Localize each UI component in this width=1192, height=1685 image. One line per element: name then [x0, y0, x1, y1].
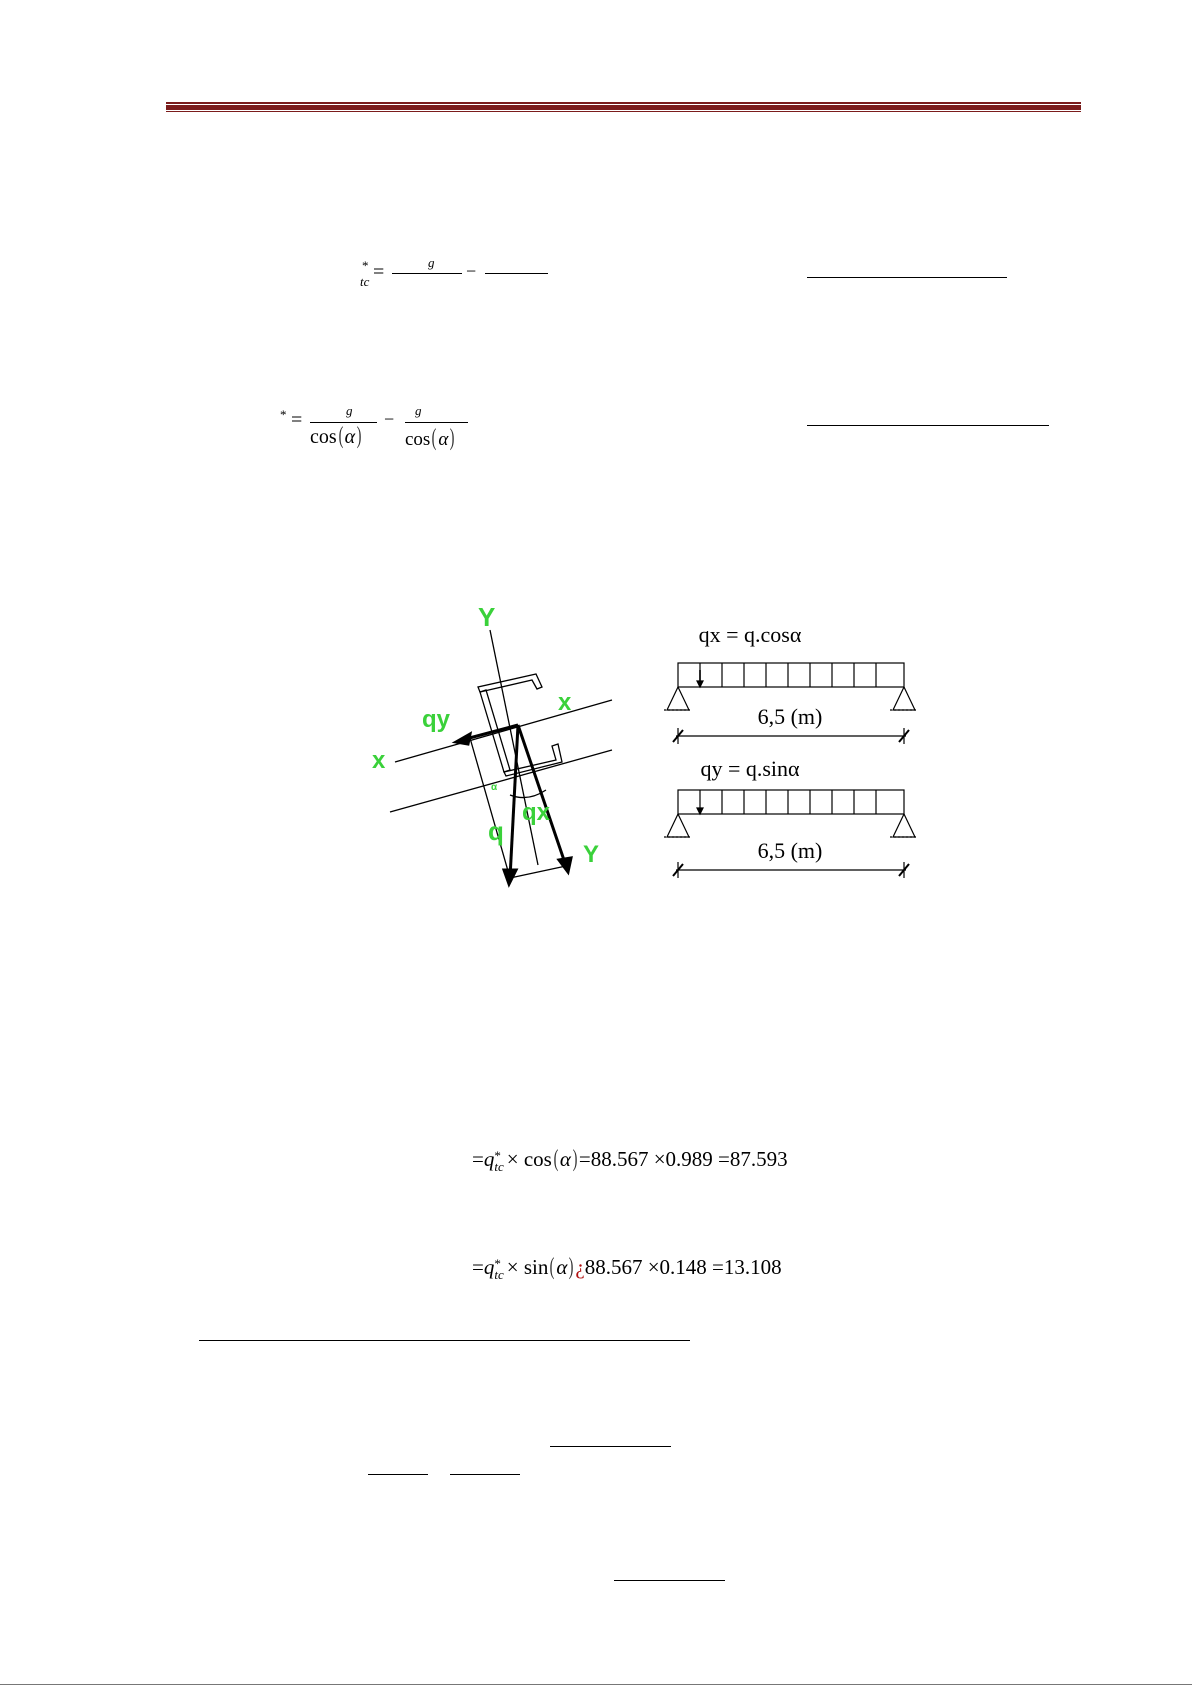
header-bar-thin-top: [166, 102, 1081, 104]
triangle-left: [470, 738, 510, 878]
formula-4-error-glyph: ¿: [575, 1255, 585, 1279]
formula-2-minus: −: [384, 409, 395, 429]
formula-2-equals: =: [291, 409, 303, 431]
formula-4-result: 88.567 ×0.148 =13.108: [584, 1255, 782, 1279]
formula-3-star: *: [494, 1148, 501, 1164]
paren-open: (: [553, 1146, 559, 1172]
load-diagram-figure: [360, 600, 940, 900]
formula-3-result: =88.567 ×0.989 =87.593: [578, 1147, 788, 1171]
label-x-left: x: [372, 747, 386, 774]
fraction-bar-long: [550, 1446, 671, 1447]
beam-2-support-left: [667, 814, 689, 837]
formula-4-sin: sin: [523, 1255, 549, 1279]
formula-3-equals: =: [472, 1147, 484, 1171]
formula-1-subscript: tc: [360, 274, 370, 289]
formula-3-sup-sub: [494, 1148, 504, 1175]
formula-2-numerator-left: g: [346, 403, 353, 418]
formula-2-numerator-right: g: [415, 403, 422, 418]
beam-1-load-block: [678, 663, 904, 687]
paren-close: ): [356, 423, 362, 449]
formula-1-equals: =: [373, 261, 385, 283]
formula-4: [472, 1254, 782, 1281]
underline-2: [807, 425, 1049, 426]
formula-4-times: ×: [506, 1255, 519, 1279]
formula-3-alpha: α: [559, 1147, 571, 1171]
formula-1-minus: −: [466, 261, 477, 281]
formula-3-cos: cos: [523, 1147, 552, 1171]
formula-4-equals: =: [472, 1255, 484, 1279]
paren-open: (: [338, 423, 344, 449]
fraction-bar-short-left: [368, 1474, 428, 1475]
paren-close: ): [449, 425, 455, 451]
formula-2-cos-left: cos: [310, 426, 337, 448]
beam-1-support-left: [667, 687, 689, 710]
paren-close: ): [572, 1146, 578, 1172]
formula-4-star: *: [494, 1256, 501, 1272]
formula-3-times: ×: [506, 1147, 519, 1171]
triangle-bottom: [510, 866, 566, 878]
formula-1-numerator: g: [428, 255, 435, 270]
beam-1-span-label: 6,5 (m): [757, 704, 823, 729]
formula-3-q: q: [483, 1147, 495, 1171]
beam-2-span-label: 6,5 (m): [757, 838, 823, 863]
x-axis-line-lower: [390, 750, 612, 812]
formula-2-alpha-left: α: [344, 426, 356, 448]
formula-2-denominator-left: [310, 423, 363, 450]
formula-1-fraction-bar-right: [485, 273, 548, 274]
header-bar-thin-bottom: [166, 111, 1081, 112]
formula-1: [360, 255, 560, 298]
label-qx: qx: [522, 799, 551, 826]
formula-4-subscript: tc: [494, 1267, 504, 1283]
section-underline: [199, 1340, 690, 1341]
beam-2-load-block: [678, 790, 904, 814]
formula-2-denominator-right: [405, 425, 456, 452]
formula-2-star: *: [280, 407, 287, 422]
formula-2: [278, 405, 478, 465]
formula-2-fraction-bar-right: [405, 422, 468, 423]
beam-1-support-right: [893, 687, 915, 710]
label-x-right: x: [558, 689, 572, 716]
qy-arrowhead: [456, 734, 470, 744]
formula-4-alpha: α: [556, 1255, 568, 1279]
paren-open: (: [549, 1254, 555, 1280]
formula-1-fraction-bar-left: [392, 273, 462, 274]
label-Y-bottom: Y: [583, 841, 600, 868]
label-Y-top: Y: [478, 602, 496, 632]
formula-4-q: q: [483, 1255, 495, 1279]
beam-2: [664, 790, 918, 878]
channel-top-flange: [478, 674, 542, 692]
underline-1: [807, 277, 1007, 278]
fraction-bar-bottom: [614, 1580, 725, 1581]
formula-1-star: *: [362, 258, 369, 273]
formula-2-cos-right: cos: [405, 429, 431, 450]
fraction-bar-short-right: [450, 1474, 520, 1475]
qx-arrowhead: [559, 858, 571, 872]
paren-open: (: [431, 425, 437, 451]
formula-3: [472, 1146, 788, 1173]
label-q: q: [488, 816, 504, 846]
formula-3-subscript: tc: [494, 1159, 504, 1175]
label-alpha: α: [491, 782, 498, 793]
formula-2-alpha-right: α: [438, 429, 449, 450]
beam-2-load-label: qy = q.sinα: [700, 756, 800, 781]
formula-4-sup-sub: [494, 1256, 504, 1283]
beam-2-support-right: [893, 814, 915, 837]
beam-1-load-label: qx = q.cosα: [698, 622, 802, 647]
label-qy: qy: [422, 706, 451, 733]
paren-close: ): [568, 1254, 574, 1280]
header-bar-thick: [166, 105, 1081, 110]
